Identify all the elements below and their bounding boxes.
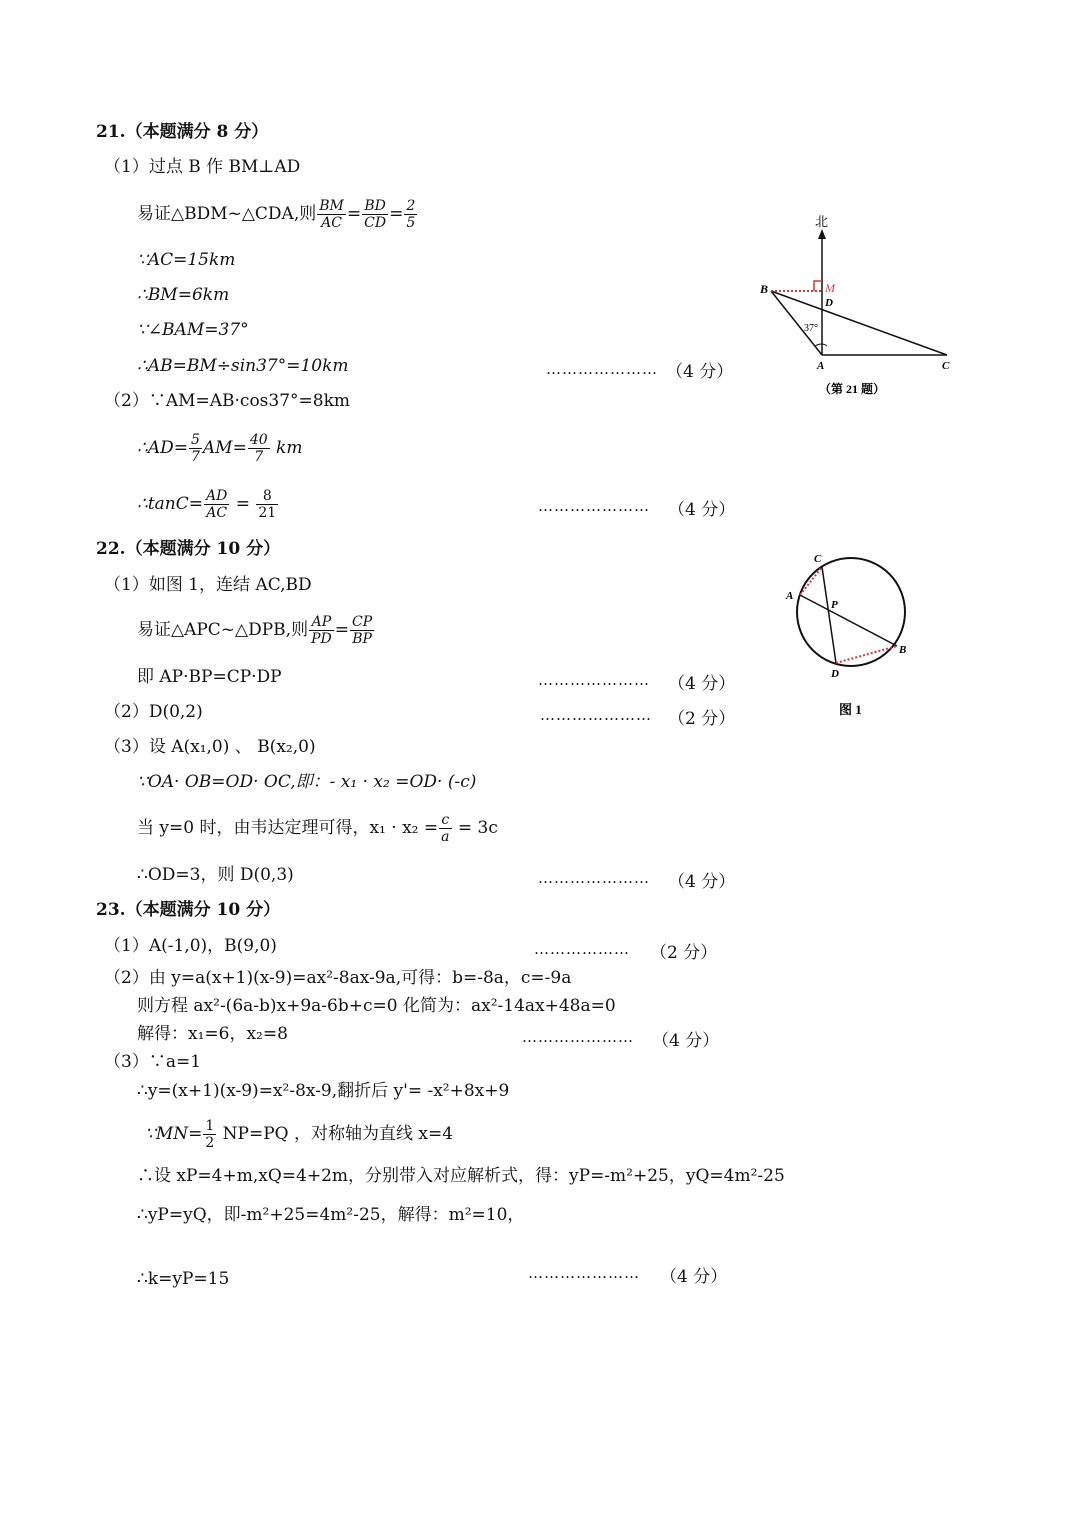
fig22-label-b: B bbox=[899, 644, 907, 656]
fig22-circle bbox=[797, 558, 905, 666]
q22-part2: （2）D(0,2) bbox=[104, 702, 203, 722]
q23-equation: 则方程 ax²-(6a-b)x+9a-6b+c=0 化简为：ax²-14ax+48a=0 bbox=[137, 996, 616, 1016]
q22-score-1: （4 分） bbox=[668, 674, 736, 694]
q23-part3: （3）∵a=1 bbox=[104, 1052, 202, 1072]
fig22-chord-cd bbox=[822, 567, 836, 663]
fig21-label-a: A bbox=[817, 360, 825, 372]
q23-solution: 解得：x₁=6，x₂=8 bbox=[137, 1024, 288, 1044]
q22-part1: （1）如图 1，连结 AC,BD bbox=[104, 575, 312, 595]
fig21-label-b: B bbox=[760, 282, 769, 296]
fig22-line-ac bbox=[800, 567, 822, 595]
q23-equal: ∴yP=yQ，即-m²+25=4m²-25，解得：m²=10， bbox=[137, 1205, 525, 1225]
fig21-north-label: 北 bbox=[815, 214, 829, 229]
fig22-line-bd bbox=[836, 646, 897, 663]
q21-heading: 21.（本题满分 8 分） bbox=[96, 122, 269, 142]
q22-similar-triangles: 易证△APC~△DPB,则 $\frac{AP}{PD}$ = $\frac{CP}{BP}$ bbox=[137, 614, 373, 648]
q23-k: ∴k=yP=15 bbox=[137, 1269, 230, 1289]
q23-dots-1: ……………… bbox=[534, 940, 630, 958]
q22-fraction-c-a: $\frac{c}{a}$ bbox=[441, 812, 450, 846]
q21-fraction-ad-ac: $\frac{AD}{AC}$ bbox=[205, 488, 228, 522]
q21-tan: ∴tanC= $\frac{AD}{AC}$ = $\frac{8}{21}$ bbox=[137, 488, 277, 522]
q21-fraction-5-7: $\frac{5}{7}$ bbox=[190, 432, 200, 466]
q23-flip: ∴y=(x+1)(x-9)=x²-8x-9,翻折后 y'= -x²+8x+9 bbox=[137, 1081, 510, 1101]
q21-fraction-2-5: $\frac{2}{5}$ bbox=[406, 198, 416, 232]
fig22-label-a: A bbox=[786, 590, 794, 602]
q22-score-3: （4 分） bbox=[668, 872, 736, 892]
q23-fraction-1-2: $\frac{1}{2}$ bbox=[205, 1118, 215, 1152]
q21-ab: ∴AB=BM÷sin37°=10km bbox=[137, 356, 349, 376]
q21-score-b: （4 分） bbox=[668, 500, 736, 520]
q21-fraction-40-7: $\frac{40}{7}$ bbox=[249, 432, 268, 466]
q21-similar-triangles: 易证△BDM~△CDA,则 $\frac{BM}{AC}$ = $\frac{BD}{CD}$ = $\frac{2}{5}$ bbox=[137, 198, 416, 232]
q22-fraction-ap-pd: $\frac{AP}{PD}$ bbox=[311, 614, 332, 648]
q21-dots-b: ………………… bbox=[538, 497, 650, 515]
q22-part3: （3）设 A(x₁,0) 、 B(x₂,0) bbox=[104, 737, 316, 757]
q22-vieta: 当 y=0 时，由韦达定理可得，x₁ · x₂ = $\frac{c}{a}$ = 3c bbox=[137, 812, 498, 846]
fig21-right-angle-mark bbox=[814, 281, 822, 291]
q23-score-3: （4 分） bbox=[660, 1267, 728, 1287]
fig21-angle-arc bbox=[815, 344, 827, 346]
fig21-angle-label: 37° bbox=[804, 323, 818, 334]
q23-set: ∴设 xP=4+m,xQ=4+2m，分别带入对应解析式，得：yP=-m²+25，yQ=4m²-25 bbox=[137, 1166, 785, 1186]
figure-22 bbox=[778, 548, 918, 723]
q23-part2: （2）由 y=a(x+1)(x-9)=ax²-8ax-9a,可得：b=-8a，c=-9a bbox=[104, 968, 572, 988]
q23-dots-2: ………………… bbox=[522, 1028, 634, 1046]
q22-score-2: （2 分） bbox=[668, 709, 736, 729]
fig22-caption: 图 1 bbox=[839, 702, 862, 717]
q21-angle: ∵∠BAM=37° bbox=[137, 320, 249, 340]
q21-part2: （2）∵AM=AB·cos37°=8km bbox=[104, 391, 351, 411]
q21-bm: ∴BM=6km bbox=[137, 285, 230, 305]
q21-fraction-8-21: $\frac{8}{21}$ bbox=[258, 488, 277, 522]
q23-score-1: （2 分） bbox=[650, 943, 718, 963]
q21-score-a: （4 分） bbox=[666, 362, 734, 382]
q21-fraction-bd-cd: $\frac{BD}{CD}$ bbox=[364, 198, 387, 232]
q23-dots-3: ………………… bbox=[528, 1264, 640, 1282]
q22-fraction-cp-bp: $\frac{CP}{BP}$ bbox=[352, 614, 373, 648]
q23-part1: （1）A(-1,0)，B(9,0) bbox=[104, 936, 277, 956]
q22-heading: 22.（本题满分 10 分） bbox=[96, 539, 281, 559]
q22-od: ∴OD=3，则 D(0,3) bbox=[137, 865, 294, 885]
fig21-caption: （第 21 题） bbox=[819, 382, 886, 396]
q22-oa-ob: ∵OA· OB=OD· OC,即：- x₁ · x₂ =OD· (-c) bbox=[137, 772, 477, 792]
q22-dots-2: ………………… bbox=[540, 706, 652, 724]
fig21-label-d: D bbox=[825, 297, 833, 309]
q22-result: 即 AP·BP=CP·DP bbox=[137, 667, 282, 687]
fig21-north-arrow bbox=[818, 229, 826, 239]
fig21-label-c: C bbox=[942, 360, 950, 372]
figure-21 bbox=[755, 205, 965, 400]
fig22-chord-ab bbox=[800, 595, 897, 646]
q21-dots-a: ………………… bbox=[546, 360, 658, 378]
q23-heading: 23.（本题满分 10 分） bbox=[96, 900, 281, 920]
q21-fraction-bm-ac: $\frac{BM}{AC}$ bbox=[319, 198, 344, 232]
fig22-label-d: D bbox=[831, 668, 839, 680]
q21-easy-prefix: 易证△BDM~△CDA,则 bbox=[137, 204, 317, 225]
q21-ad: ∴AD= $\frac{5}{7}$ AM= $\frac{40}{7}$ km bbox=[137, 432, 303, 466]
q21-ac: ∵AC=15km bbox=[137, 250, 236, 270]
q23-score-2: （4 分） bbox=[652, 1031, 720, 1051]
q21-part1: （1）过点 B 作 BM⊥AD bbox=[104, 157, 301, 177]
fig22-label-p: P bbox=[831, 599, 838, 611]
q23-mn: ∵MN= $\frac{1}{2}$ NP=PQ ，对称轴为直线 x=4 bbox=[145, 1118, 454, 1152]
q22-dots-3: ………………… bbox=[538, 869, 650, 887]
q22-dots-1: ………………… bbox=[538, 671, 650, 689]
fig21-label-m: M bbox=[825, 281, 835, 295]
fig22-label-c: C bbox=[814, 553, 822, 565]
